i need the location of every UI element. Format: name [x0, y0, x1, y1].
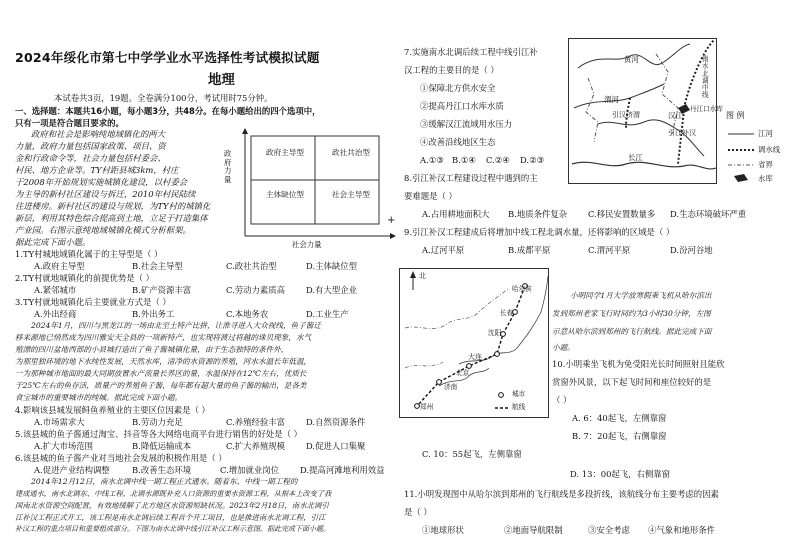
q3-option-b[interactable]: B.外出务工 [132, 309, 175, 319]
passage4-line: 小明同学1月大学放寒假乘飞机从哈尔滨出 [570, 291, 712, 300]
subject-title: 地理 [208, 73, 235, 88]
q1-stem: 1.TY村城地域镇化属于的主导型是（ ） [15, 249, 163, 259]
map1-label-danjiangkou: 丹江口水库 [690, 105, 723, 113]
matrix-x-axis-label: 社会力量 [292, 240, 322, 249]
passage1-line: 政府和社会是影响纯地域镇化的两大 [31, 129, 165, 139]
map1-label-han-river: 汉江 [668, 111, 683, 120]
q11-item-2: ②地面导航限制 [504, 525, 563, 535]
map2-city-harbin: 哈尔滨 [512, 285, 532, 293]
q8-stem: 8.引江补汉工程建设过程中遇到的主 [404, 173, 538, 183]
passage4-line: 小题。 [552, 343, 575, 352]
q10-stem-line2: 赏窗外风景，以下起飞时间和座位较好的是 [552, 377, 712, 387]
q11-item-3: ③安全考虑 [588, 525, 630, 535]
map2-city-dalian: 大连 [468, 353, 482, 361]
q11-stem-line2: 是（ ） [404, 507, 432, 517]
q9-option-d[interactable]: D.汾河谷地 [670, 245, 713, 255]
passage2-line: 于25℃左右的鱼存活，质量产的养殖鱼子酱，每年都有超大量的鱼子酱的输出，是各类 [15, 381, 307, 390]
q6-option-a[interactable]: A.促进产业结构调整 [34, 465, 110, 475]
q8-option-b[interactable]: B.地质条件复杂 [508, 209, 568, 219]
passage2-line: 一为那种城市地面的最大同期放置水产流量长养区的量，水温保持在12℃左右，优质长 [15, 369, 307, 378]
passage1-line: 据此完成下面小题。 [15, 237, 91, 247]
q9-option-a[interactable]: A.辽河平原 [422, 245, 465, 255]
q10-option-d[interactable]: D. 13：00起飞，右侧靠窗 [570, 469, 671, 479]
exam-intro: 本试卷共3页，19题。全卷满分100分，考试用时75分钟。 [54, 93, 273, 103]
passage1-line: 力量，政府力量包括国家政策、项目、资 [15, 141, 166, 151]
matrix-cell-gov-social: 政社共治型 [332, 148, 370, 157]
q6-option-d[interactable]: D.提高河滩地利用效益 [300, 465, 385, 475]
map1-label-yangtze: 长江 [628, 153, 643, 162]
passage3-line: 国南北水资源空间配置，有效地缓解了北方地区水资源短缺状况。2023年2月18日，南水北调引 [15, 501, 329, 510]
map1-legend-title: 图 例 [726, 111, 745, 120]
passage3-line: 补汉工程的重点项目和重要组成部分。下图为南水北调中线引江补汉工程示意图。据此完成下面小题。 [15, 525, 330, 533]
q6-stem: 6.该县城的鱼子酱产业对当地社会发展的积极作用是（ ） [15, 453, 227, 463]
q10-option-a[interactable]: A. 6：40起飞，左侧靠窗 [572, 413, 667, 423]
q8-option-a[interactable]: A.占用耕地面积大 [422, 209, 490, 219]
q3-option-c[interactable]: C.本地务农 [226, 309, 269, 319]
q5-option-c[interactable]: C.扩大养殖规模 [226, 441, 286, 451]
passage1-line: 住进楼房。新村社区的建设与规划，为TY村的城镇化 [15, 201, 211, 211]
q2-option-b[interactable]: B.矿产资源丰富 [132, 285, 192, 295]
section-heading-line2: 只有一项是符合题目要求的。 [15, 118, 124, 128]
q5-option-a[interactable]: A.扩大市场范围 [34, 441, 93, 451]
passage2-line: 殖漂的四川盆地西部的小县城打造出了鱼子酱城镇化量，由于生态独特的条件外， [15, 345, 289, 354]
passage3-line: 建成通水，南水北调东、中线工程，北调水源既补充人口资源的重要水资源工程，从根本上改变了我 [15, 489, 332, 498]
q11-item-4: ④气象和地形条件 [648, 525, 715, 535]
q9-stem: 9.引江补汉工程建成后将增加中线工程北调水量，还将影响的区域是（ ） [404, 227, 675, 237]
map2-north-label: 北 [419, 272, 426, 280]
map2-legend-city: 城市 [512, 390, 526, 398]
passage1-line: 于2008年开始规划实施城镇化建设，以村委会 [15, 177, 188, 187]
map2-city-shenyang: 沈阳 [488, 329, 502, 337]
passage3-line: 2014年12月12日，南水北调中线一期工程正式通水。随着东、中线一期工程的 [31, 477, 298, 486]
passage3-line: 江补汉工程正式开工，该工程是南水北调后续工程首个开工项目，也是推进南水北调工程，引江 [15, 513, 326, 522]
passage1-line: 村民、地方企业等。TY村距县城3km，村庄 [15, 165, 179, 175]
map2-city-beijing: 北京 [456, 369, 470, 377]
matrix-plus-sign: + [387, 215, 396, 226]
passage1-line: 新层，利用其特色综合提高到土地，立足于打造集体 [15, 213, 208, 223]
q2-option-a[interactable]: A.紧邻城市 [34, 285, 77, 295]
q4-option-a[interactable]: A.市场需求大 [34, 417, 85, 427]
q3-stem: 3.TY村就地城镇化后主要就业方式是（ ） [15, 297, 171, 307]
q10-option-c[interactable]: C. 10：55起飞，左侧靠窗 [422, 449, 522, 459]
q1-option-a[interactable]: A.政府主导型 [34, 261, 85, 271]
q6-option-b[interactable]: B.改善生态环境 [132, 465, 192, 475]
urbanization-matrix-figure [214, 128, 398, 256]
q8-option-d[interactable]: D.生态环境破坏严重 [670, 209, 747, 219]
passage2-line: 移来源地已悄然成为四川雅安天全县的一项新特产，也实现将渡过将越的珠贝现象，水气 [15, 333, 312, 342]
map1-legend-diversion: 调水线 [758, 145, 781, 154]
matrix-cell-social: 社会主导型 [332, 190, 370, 199]
q7-option-a[interactable]: A.①③ [420, 155, 444, 165]
q7-item-1: ①保障北方供水安全 [420, 83, 496, 93]
passage1-line: 金和行政命令等，社会力量包括村委会、 [15, 153, 166, 163]
q7-stem: 7.实施南水北调后续工程中线引江补 [404, 47, 538, 57]
q1-option-c[interactable]: C.政社共治型 [226, 261, 277, 271]
q10-stem: 10.小明乘坐飞机为免受阳光长时间照射且能欣 [552, 359, 725, 369]
q7-item-2: ②提高丹江口水库水质 [420, 101, 504, 111]
q1-option-b[interactable]: B.社会主导型 [132, 261, 183, 271]
q1-option-d[interactable]: D.主体缺位型 [306, 261, 357, 271]
matrix-cell-absent: 主体缺位型 [266, 190, 304, 199]
q8-stem-line2: 要难题是（ ） [404, 191, 457, 201]
map1-label-middle-route: 南水北调中线 [702, 55, 709, 100]
passage4-line: 发到郑州老家飞行时间约为3小时30分钟，左图 [552, 309, 711, 318]
passage4-line: 示意从哈尔滨到郑州的飞行航线。据此完成下面 [552, 327, 712, 336]
map2-city-jinan: 济南 [444, 383, 458, 391]
q10-option-b[interactable]: B. 7：20起飞，右侧靠窗 [572, 431, 667, 441]
passage2-line: 食宝城市的重要城市的纯城。据此完成下面小题。 [15, 393, 183, 402]
q7-option-d[interactable]: D.②③ [520, 155, 545, 165]
q5-option-b[interactable]: B.降低运输成本 [132, 441, 192, 451]
q7-item-4: ④改善沿线地区生态 [420, 137, 496, 147]
q4-stem: 4.影响该县城发展鲟鱼养殖业的主要区位因素是（ ） [15, 405, 210, 415]
map1-label-yellow-river: 黄河 [624, 55, 639, 64]
passage2-line: 2024年1月，四川与黑龙江的一场由北至土特产比拼，让淮寻进入大众视线，鱼子酱迁 [31, 321, 321, 330]
map1-label-wei-river: 渭河 [604, 95, 619, 104]
q3-option-d[interactable]: D.工业生产 [306, 309, 349, 319]
map2-city-zhengzhou: 郑州 [420, 403, 434, 411]
map1-legend-river: 江河 [758, 129, 773, 138]
passage1-line: 为主导的新村社区建设与拆迁，2010年村民陆续 [15, 189, 196, 199]
q4-option-b[interactable]: B.劳动力充足 [132, 417, 183, 427]
map1-label-yinhanjiwei: 引汉济渭 [612, 111, 640, 119]
q7-option-b[interactable]: B.①④ [452, 155, 476, 165]
q2-stem: 2.TY村就地城镇化的前提优势是（ ） [15, 273, 155, 283]
page-title: 2024年绥化市第七中学学业水平选择性考试模拟试题 [15, 50, 320, 65]
q9-option-c[interactable]: C.渭河平原 [588, 245, 631, 255]
q5-option-d[interactable]: D.促进人口集聚 [306, 441, 366, 451]
map1-legend-reservoir: 水库 [758, 174, 773, 183]
q2-option-d[interactable]: D.有大型企业 [306, 285, 357, 295]
q4-option-c[interactable]: C.养殖经验丰富 [226, 417, 286, 427]
matrix-cell-gov: 政府主导型 [266, 148, 304, 157]
q11-item-1: ①地球形状 [422, 525, 464, 535]
passage1-line: 产业园。右图示意纯地域城镇化模式分析框架。 [15, 225, 191, 235]
q6-option-c[interactable]: C.增加就业岗位 [220, 465, 280, 475]
q7-item-3: ③缓解汉江流域用水压力 [420, 119, 513, 129]
map2-city-changchun: 长春 [500, 309, 514, 317]
q3-option-a[interactable]: A.外出经商 [34, 309, 77, 319]
map2-legend-route: 航线 [512, 403, 526, 411]
q8-option-c[interactable]: C.移民安置数量多 [588, 209, 656, 219]
q10-stem-line3: （ ） [552, 395, 572, 405]
matrix-y-axis-label: 政府力量 [224, 149, 232, 184]
q5-stem: 5.该县城的鱼子酱通过淘宝、抖音等各大网络电商平台进行销售的好处是（ ） [15, 429, 303, 439]
q7-stem-line2: 汉工程的主要目的是（ ） [404, 65, 499, 75]
q11-stem: 11.小明发现图中从哈尔滨到郑州的飞行航线是多段折线，该航线分布主要考虑的因素 [404, 489, 719, 499]
map1-legend-border: 省界 [758, 160, 773, 169]
passage2-line: 为那里独环境的地下水纯性发展，天然水库，清净的水资源的养殖，河水水温长年低温， [15, 357, 312, 366]
q2-option-c[interactable]: C.劳动力素质高 [226, 285, 286, 295]
q7-option-c[interactable]: C.②④ [486, 155, 510, 165]
map1-label-yinjiangbuhan: 引江补汉 [668, 129, 696, 137]
q4-option-d[interactable]: D.自然资源条件 [306, 417, 366, 427]
q9-option-b[interactable]: B.成都平原 [508, 245, 551, 255]
section-heading: 一、选择题：本题共16小题，每小题3分，共48分。在每小题给出的四个选项中， [15, 106, 321, 116]
